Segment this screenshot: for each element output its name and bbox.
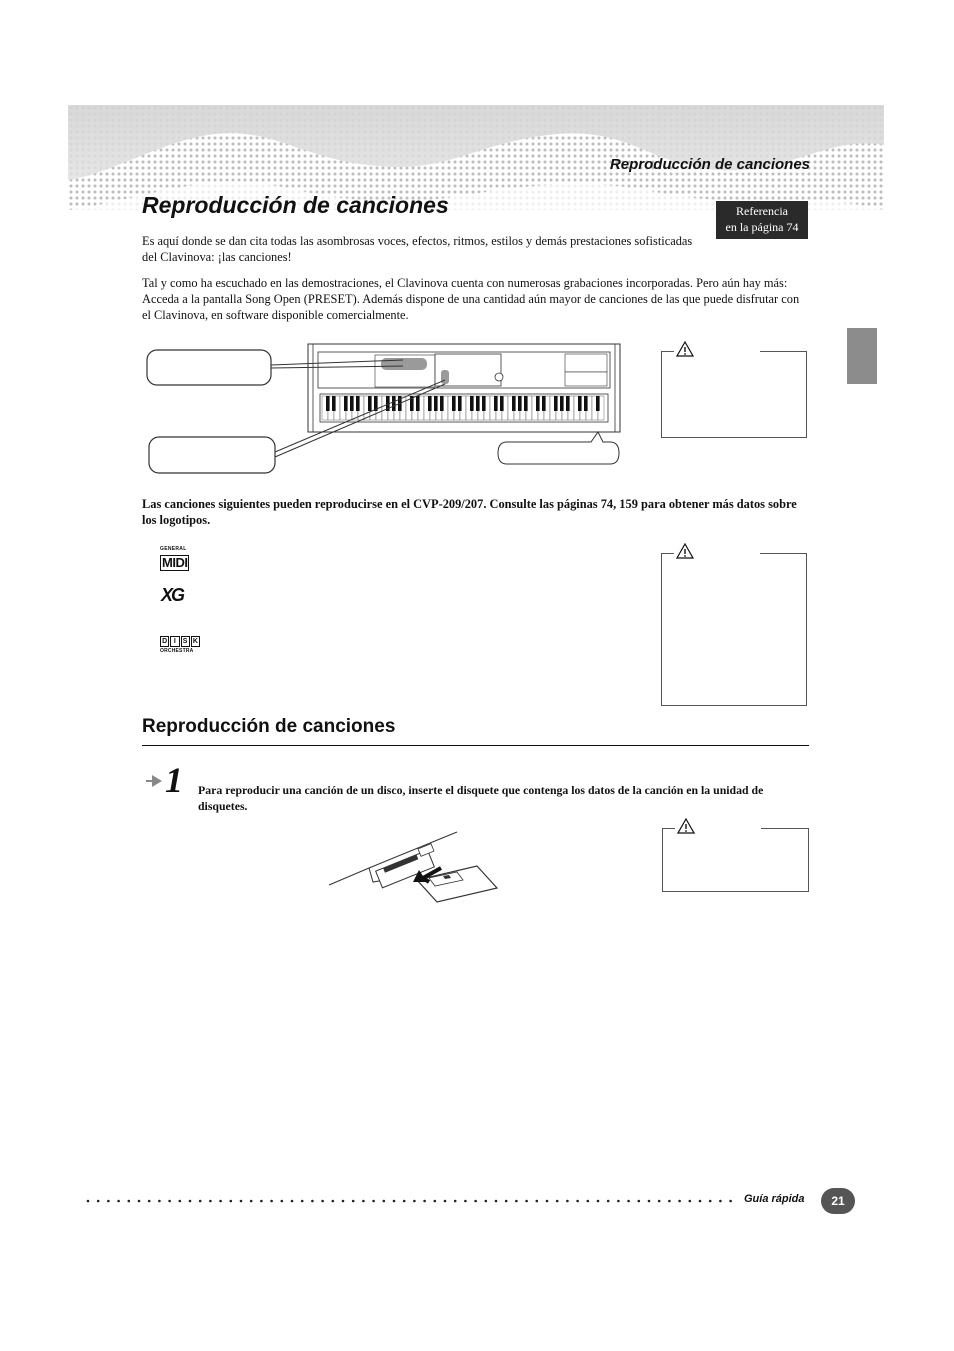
leader-dot (270, 1200, 273, 1203)
leader-dot (301, 1200, 304, 1203)
intro-paragraph-1: Es aquí donde se dan cita todas las asombrosas voces, efectos, ritmos, estilos y demás prestaciones sofisticadas del Clavinova: ¡las canciones! (142, 234, 693, 264)
leader-dot (566, 1200, 569, 1203)
leader-dot (485, 1200, 488, 1203)
keyboard-illustration (145, 340, 635, 475)
leader-dot (729, 1200, 732, 1203)
caution-icon (676, 543, 694, 559)
caution-icon (677, 818, 695, 834)
piano-black-key (326, 396, 330, 411)
leader-dot (678, 1200, 681, 1203)
leader-dot (617, 1200, 620, 1203)
leader-dot (332, 1200, 335, 1203)
step-number: 1 (165, 760, 183, 800)
leader-dot (87, 1200, 90, 1203)
doc-logo-letters (160, 636, 200, 647)
piano-black-key (428, 396, 432, 411)
leader-dot (321, 1200, 324, 1203)
piano-black-key (368, 396, 372, 411)
leader-dot (454, 1200, 457, 1203)
section-heading: Reproducción de canciones (142, 716, 396, 737)
piano-black-key (392, 396, 396, 411)
leader-dot (240, 1200, 243, 1203)
leader-dot (434, 1200, 437, 1203)
leader-dot (413, 1200, 416, 1203)
reference-line-1: Referencia (736, 204, 788, 218)
piano-black-key (332, 396, 336, 411)
note-box-2 (661, 553, 807, 706)
leader-dot (403, 1200, 406, 1203)
step-arrow-icon (146, 774, 162, 788)
floppy-illustration (325, 830, 505, 910)
leader-dot (423, 1200, 426, 1203)
leader-dot (464, 1200, 467, 1203)
doc-logo-bottom: ORCHESTRA (160, 648, 194, 654)
doc-logo-letter: I (170, 636, 179, 647)
leader-dot (168, 1200, 171, 1203)
intro-paragraph-2: Tal y como ha escuchado en las demostraciones, el Clavinova cuenta con numerosas grabaciones incorporadas. Pero aún hay más: Acceda a la pantalla Song Open (PRESET). Además dispone de una cantidad aún mayor de canciones de las que puede disfrutar con el Clavinova, en software disponible comercialmente. (142, 276, 800, 322)
leader-dot (250, 1200, 253, 1203)
leader-dot (689, 1200, 692, 1203)
piano-black-key (356, 396, 360, 411)
leader-dot (372, 1200, 375, 1203)
leader-dot (505, 1200, 508, 1203)
leader-dot (107, 1200, 110, 1203)
leader-dot (668, 1200, 671, 1203)
step-1-text: Para reproducir una canción de un disco, inserte el disquete que contenga los datos de la canción en la unidad de disquetes. (198, 783, 764, 813)
doc-logo-letter: S (181, 636, 190, 647)
piano-black-key (416, 396, 420, 411)
piano-black-key (344, 396, 348, 411)
gm-logo-top: GENERAL (160, 546, 187, 552)
piano-black-key (482, 396, 486, 411)
xg-logo-text: XG (161, 585, 184, 605)
xg-logo (161, 585, 183, 605)
section-side-tab (847, 328, 877, 384)
piano-black-key (494, 396, 498, 411)
piano-black-key (566, 396, 570, 411)
footer-dot-leader (86, 1198, 732, 1204)
leader-dot (219, 1200, 222, 1203)
piano-black-key (524, 396, 528, 411)
leader-dot (230, 1200, 233, 1203)
piano-black-key (434, 396, 438, 411)
note-box-1 (661, 351, 807, 438)
piano-black-key (560, 396, 564, 411)
leader-dot (638, 1200, 641, 1203)
leader-dot (587, 1200, 590, 1203)
leader-dot (383, 1200, 386, 1203)
piano-black-key (512, 396, 516, 411)
leader-dot (648, 1200, 651, 1203)
piano-black-key (578, 396, 582, 411)
footer-label: Guía rápida (744, 1193, 805, 1205)
leader-dot (148, 1200, 151, 1203)
leader-dot (281, 1200, 284, 1203)
leader-dot (525, 1200, 528, 1203)
leader-dot (536, 1200, 539, 1203)
leader-dot (199, 1200, 202, 1203)
leader-dot (627, 1200, 630, 1203)
leader-dot (546, 1200, 549, 1203)
leader-dot (117, 1200, 120, 1203)
leader-dot (597, 1200, 600, 1203)
leader-dot (607, 1200, 610, 1203)
piano-black-key (452, 396, 456, 411)
leader-dot (393, 1200, 396, 1203)
leader-dot (260, 1200, 263, 1203)
piano-black-key (596, 396, 600, 411)
reference-line-2: en la página 74 (725, 220, 799, 234)
leader-dot (658, 1200, 661, 1203)
leader-dot (291, 1200, 294, 1203)
piano-black-key (476, 396, 480, 411)
piano-black-key (350, 396, 354, 411)
note-box-3 (662, 828, 809, 892)
leader-dot (474, 1200, 477, 1203)
reference-badge (716, 201, 808, 239)
piano-black-key (470, 396, 474, 411)
leader-dot (495, 1200, 498, 1203)
leader-dot (209, 1200, 212, 1203)
piano-black-key (500, 396, 504, 411)
leader-dot (576, 1200, 579, 1203)
doc-logo (160, 636, 200, 660)
leader-dot (311, 1200, 314, 1203)
piano-black-key (542, 396, 546, 411)
leader-dot (444, 1200, 447, 1203)
leader-dot (515, 1200, 518, 1203)
gm-logo-main: MIDI (162, 555, 188, 570)
page-title: Reproducción de canciones (142, 192, 449, 218)
leader-dot (719, 1200, 722, 1203)
doc-logo-letter: D (160, 636, 169, 647)
doc-logo-letter: K (191, 636, 200, 647)
leader-dot (97, 1200, 100, 1203)
piano-black-key (536, 396, 540, 411)
piano-black-key (458, 396, 462, 411)
songs-compat-note: Las canciones siguientes pueden reproducirse en el CVP-209/207. Consulte las páginas 74, 159 para obtener más datos sobre los logotipos. (142, 497, 797, 527)
leader-dot (362, 1200, 365, 1203)
piano-black-key (554, 396, 558, 411)
running-header: Reproducción de canciones (609, 156, 810, 173)
caution-icon (676, 341, 694, 357)
page-number: 21 (821, 1188, 855, 1214)
piano-black-key (584, 396, 588, 411)
leader-dot (128, 1200, 131, 1203)
section-rule (142, 745, 809, 746)
leader-dot (189, 1200, 192, 1203)
piano-black-key (440, 396, 444, 411)
leader-dot (342, 1200, 345, 1203)
leader-dot (179, 1200, 182, 1203)
gm-logo (160, 546, 190, 568)
leader-dot (699, 1200, 702, 1203)
leader-dot (709, 1200, 712, 1203)
leader-dot (352, 1200, 355, 1203)
leader-dot (556, 1200, 559, 1203)
piano-black-key (518, 396, 522, 411)
leader-dot (158, 1200, 161, 1203)
leader-dot (138, 1200, 141, 1203)
